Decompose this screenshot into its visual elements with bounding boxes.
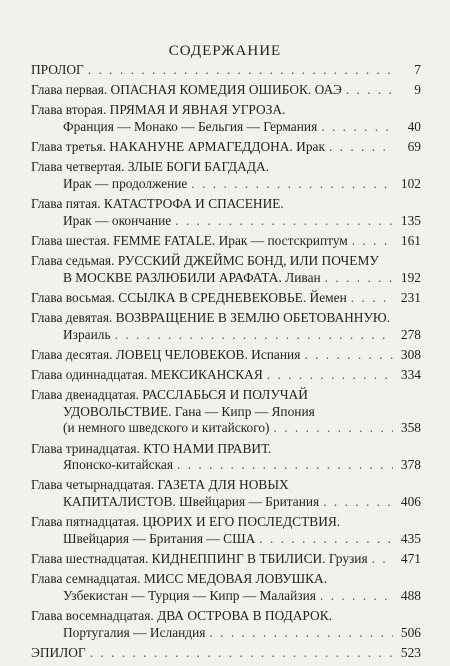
toc-entry bbox=[31, 196, 421, 229]
dot-leader bbox=[274, 420, 393, 437]
toc-entry-continuation-line bbox=[31, 327, 421, 344]
toc-entry-text: Глава пятнадцатая. ЦЮРИХ И ЕГО ПОСЛЕДСТВИЯ. bbox=[31, 514, 341, 530]
toc-page-number: 40 bbox=[407, 118, 421, 134]
toc-entry-continuation-line bbox=[31, 404, 421, 421]
toc-entry bbox=[31, 139, 421, 156]
toc-page-number: 358 bbox=[400, 420, 421, 436]
dot-leader bbox=[175, 213, 393, 230]
toc-page-number: 378 bbox=[400, 457, 421, 473]
dot-leader bbox=[346, 82, 393, 99]
toc-entry bbox=[31, 82, 421, 99]
dot-leader bbox=[323, 494, 393, 511]
dot-leader bbox=[90, 645, 393, 662]
toc-entry bbox=[31, 477, 421, 510]
toc-entry-title-line bbox=[31, 310, 421, 327]
toc-page-number: 278 bbox=[400, 326, 421, 342]
dot-leader bbox=[351, 290, 393, 307]
toc-entry-title-line bbox=[31, 253, 421, 270]
toc-page-number: 488 bbox=[400, 587, 421, 603]
toc-page-number: 523 bbox=[400, 644, 421, 660]
toc-entry-text: Глава четвертая. ЗЛЫЕ БОГИ БАГДАДА. bbox=[31, 159, 269, 175]
toc-entry-text: Глава восемнадцатая. ДВА ОСТРОВА В ПОДАРОК. bbox=[31, 607, 332, 623]
toc-entry-text: Швейцария — Британия — США bbox=[63, 530, 256, 546]
toc-entry bbox=[31, 159, 421, 192]
toc-entry-text: Узбекистан — Турция — Кипр — Малайзия bbox=[63, 587, 316, 603]
toc-entry-text: УДОВОЛЬСТВИЕ. Гана — Кипр — Япония bbox=[63, 403, 315, 419]
toc-entry-title-line bbox=[31, 608, 421, 625]
toc-entry-text: Глава одиннадцатая. МЕКСИКАНСКАЯ bbox=[31, 367, 263, 383]
toc-page-number: 161 bbox=[400, 232, 421, 248]
toc-entry bbox=[31, 608, 421, 641]
toc-entry-text: КАПИТАЛИСТОВ. Швейцария — Британия bbox=[63, 493, 320, 509]
toc-entry-text: Глава семнадцатая. МИСС МЕДОВАЯ ЛОВУШКА. bbox=[31, 571, 328, 587]
toc-entry bbox=[31, 367, 421, 384]
toc-entry-title-line bbox=[31, 514, 421, 531]
toc-entry-continuation-line bbox=[31, 625, 421, 642]
toc-entry-text: Глава первая. ОПАСНАЯ КОМЕДИЯ ОШИБОК. ОАЭ bbox=[31, 82, 342, 98]
dot-leader bbox=[304, 347, 393, 364]
toc-entry-text: Глава третья. НАКАНУНЕ АРМАГЕДДОНА. Ирак bbox=[31, 139, 325, 155]
toc-entry-title-line bbox=[31, 477, 421, 494]
toc-entry-continuation-line bbox=[31, 119, 421, 136]
dot-leader bbox=[191, 176, 393, 193]
toc-entry-continuation-line bbox=[31, 531, 421, 548]
toc-entry-text: Глава тринадцатая. КТО НАМИ ПРАВИТ. bbox=[31, 440, 272, 456]
toc-entry-title-line bbox=[31, 571, 421, 588]
toc-entry-title-line bbox=[31, 387, 421, 404]
toc-entry-text: В МОСКВЕ РАЗЛЮБИЛИ АРАФАТА. Ливан bbox=[63, 269, 321, 285]
toc-entry-continuation-line bbox=[31, 457, 421, 474]
toc-page-number: 9 bbox=[414, 82, 421, 98]
toc-entry bbox=[31, 310, 421, 343]
toc-entry-title-line bbox=[31, 159, 421, 176]
toc-entry-continuation-line bbox=[31, 494, 421, 511]
toc-page-number: 69 bbox=[407, 139, 421, 155]
toc-entry-title-line bbox=[31, 645, 421, 662]
toc-entry-text: Глава шестнадцатая. КИДНЕППИНГ В ТБИЛИСИ. Грузия bbox=[31, 550, 368, 566]
toc-page-number: 406 bbox=[400, 493, 421, 509]
toc-entry-continuation-line bbox=[31, 588, 421, 605]
toc-entry-continuation-line bbox=[31, 420, 421, 437]
dot-leader bbox=[321, 119, 393, 136]
toc-entry bbox=[31, 347, 421, 364]
toc-entry-title-line bbox=[31, 347, 421, 364]
toc-page-number: 7 bbox=[414, 62, 421, 77]
toc-page-number: 231 bbox=[400, 289, 421, 305]
toc-entry-text: Глава девятая. ВОЗВРАЩЕНИЕ В ЗЕМЛЮ ОБЕТОВАННУЮ. bbox=[31, 310, 391, 326]
dot-leader bbox=[88, 62, 393, 79]
toc-title: СОДЕРЖАНИЕ bbox=[168, 43, 282, 59]
dot-leader bbox=[352, 233, 393, 250]
toc-page-number: 308 bbox=[400, 346, 421, 362]
toc-entry-text: Глава восьмая. ССЫЛКА В СРЕДНЕВЕКОВЬЕ. Йемен bbox=[31, 289, 347, 305]
dot-leader bbox=[267, 367, 393, 384]
toc-entry-text: Глава шестая. FEMME FATALE. Ирак — постскриптум bbox=[31, 232, 348, 248]
toc-page-number: 471 bbox=[400, 550, 421, 566]
toc-entry bbox=[31, 514, 421, 547]
toc-entry-title-line bbox=[31, 82, 421, 99]
toc-entry-text: Франция — Монако — Бельгия — Германия bbox=[63, 118, 318, 134]
toc-entry-title-line bbox=[31, 441, 421, 458]
toc-entry-text: ЭПИЛОГ bbox=[31, 644, 86, 660]
toc-entry-title-line bbox=[31, 367, 421, 384]
toc-entry bbox=[31, 102, 421, 135]
dot-leader bbox=[209, 625, 393, 642]
toc-entry-title-line bbox=[31, 62, 421, 79]
toc-entry-text: Португалия — Исландия bbox=[63, 624, 206, 640]
toc-entry-text: Глава седьмая. РУССКИЙ ДЖЕЙМС БОНД, ИЛИ ПОЧЕМУ bbox=[31, 253, 379, 269]
dot-leader bbox=[325, 270, 393, 287]
toc-entry bbox=[31, 387, 421, 437]
toc-entry-text: Глава десятая. ЛОВЕЦ ЧЕЛОВЕКОВ. Испания bbox=[31, 346, 301, 362]
toc-entry bbox=[31, 290, 421, 307]
toc-entry-title-line bbox=[31, 102, 421, 119]
toc-page-number: 506 bbox=[400, 624, 421, 640]
dot-leader bbox=[115, 327, 393, 344]
toc-page-number: 334 bbox=[400, 367, 421, 383]
dot-leader bbox=[320, 588, 393, 605]
toc-page-number: 135 bbox=[400, 212, 421, 228]
toc-entry bbox=[31, 551, 421, 568]
toc-entry-text: Глава четырнадцатая. ГАЗЕТА ДЛЯ НОВЫХ bbox=[31, 477, 289, 493]
toc-entry bbox=[31, 441, 421, 474]
toc-entry-continuation-line bbox=[31, 213, 421, 230]
toc-entry-title-line bbox=[31, 233, 421, 250]
toc-entry-text: Глава двенадцатая. РАССЛАБЬСЯ И ПОЛУЧАЙ bbox=[31, 387, 308, 403]
toc-entry bbox=[31, 253, 421, 286]
dot-leader bbox=[372, 551, 393, 568]
toc-entry-title-line bbox=[31, 196, 421, 213]
dot-leader bbox=[177, 457, 393, 474]
toc-entry-title-line bbox=[31, 290, 421, 307]
toc-entry-text: Глава пятая. КАТАСТРОФА И СПАСЕНИЕ. bbox=[31, 196, 284, 212]
dot-leader bbox=[259, 531, 393, 548]
toc-entry-title-line bbox=[31, 551, 421, 568]
toc-entry-text: Глава вторая. ПРЯМАЯ И ЯВНАЯ УГРОЗА. bbox=[31, 102, 286, 118]
toc-list bbox=[31, 62, 421, 665]
toc-entry-text: Ирак — окончание bbox=[63, 212, 172, 228]
toc-entry-text: Ирак — продолжение bbox=[63, 175, 188, 191]
toc-entry-text: Японско-китайская bbox=[63, 457, 174, 473]
toc-entry-continuation-line bbox=[31, 176, 421, 193]
dot-leader bbox=[329, 139, 393, 156]
toc-entry bbox=[31, 233, 421, 250]
toc-entry-title-line bbox=[31, 139, 421, 156]
toc-page-number: 102 bbox=[400, 175, 421, 191]
toc-entry-continuation-line bbox=[31, 270, 421, 287]
toc-entry-text: (и немного шведского и китайского) bbox=[63, 420, 270, 436]
toc-page-number: 435 bbox=[400, 530, 421, 546]
toc-entry bbox=[31, 62, 421, 79]
toc-entry-text: ПРОЛОГ bbox=[31, 62, 84, 77]
toc-page-number: 192 bbox=[400, 269, 421, 285]
toc-entry bbox=[31, 645, 421, 662]
toc-entry-text: Израиль bbox=[63, 326, 111, 342]
toc-entry bbox=[31, 571, 421, 604]
